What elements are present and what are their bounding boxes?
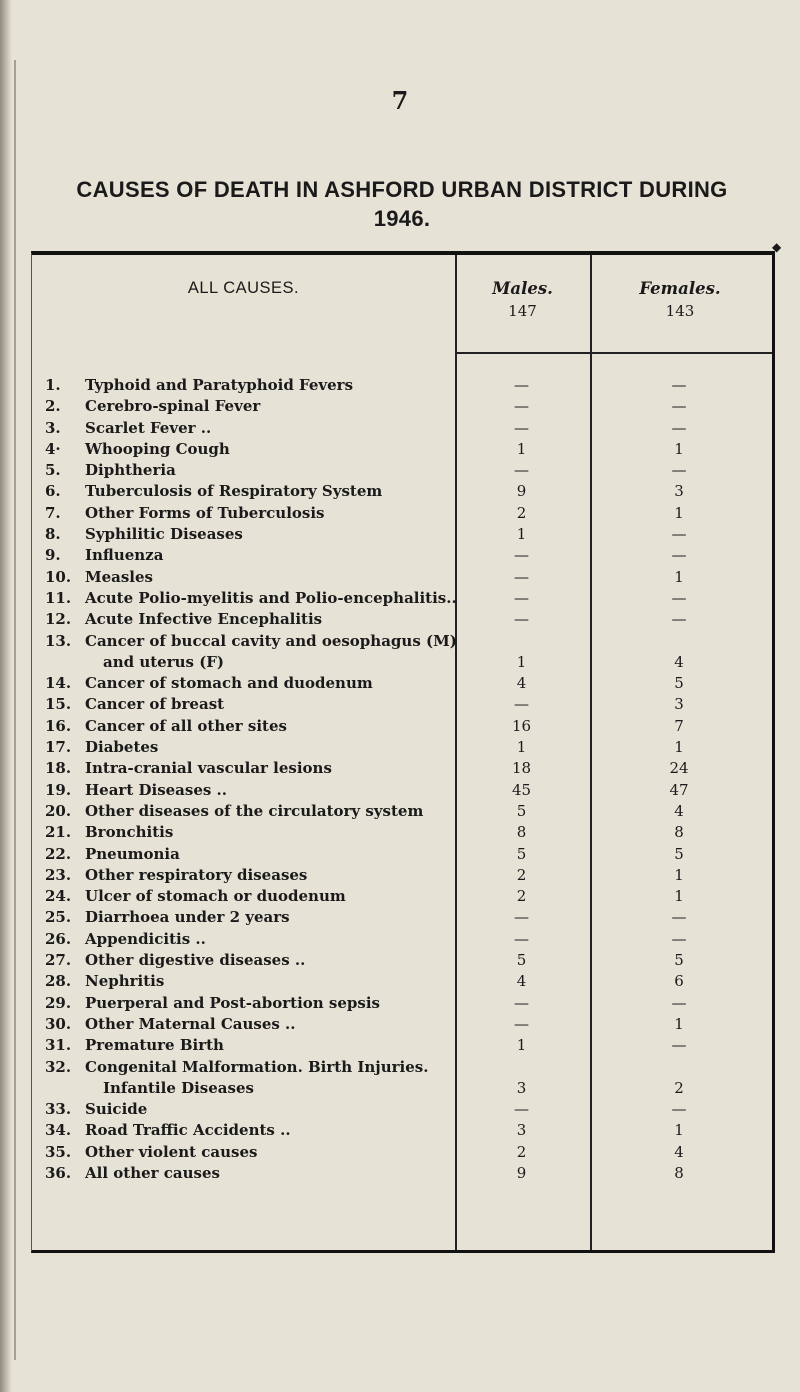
row-number: 16.	[45, 716, 72, 735]
cause-line-1: Measles	[85, 567, 153, 586]
males-count: —	[514, 1100, 529, 1119]
row-number: 23.	[45, 865, 72, 884]
table-row	[31, 822, 775, 843]
males-count: 5	[516, 951, 527, 970]
page-number: 7	[391, 86, 409, 115]
cause-line-1: Other Maternal Causes ..	[85, 1014, 296, 1033]
table-row	[31, 1163, 775, 1184]
table-row	[31, 588, 775, 609]
cause-label	[85, 822, 455, 843]
cause-label	[85, 950, 455, 971]
title-line-2: 1946.	[373, 206, 431, 231]
row-number: 9.	[45, 546, 61, 565]
cause-line-1: Pneumonia	[85, 844, 180, 863]
females-count: 47	[669, 780, 689, 799]
cause-label	[85, 673, 455, 694]
row-number: 19.	[45, 780, 72, 799]
cause-line-1: All other causes	[85, 1163, 220, 1182]
table-row	[31, 950, 775, 971]
row-number: 11.	[45, 588, 72, 607]
females-count: 1	[674, 1014, 684, 1033]
table-row	[31, 993, 775, 1014]
males-count: 2	[516, 887, 527, 906]
cause-label	[85, 1099, 455, 1120]
cause-line-1: Bronchitis	[85, 823, 174, 842]
females-count: 4	[674, 652, 684, 671]
page-edge-line	[14, 60, 16, 1360]
cause-line-1: Other digestive diseases ..	[85, 951, 306, 970]
cause-line-2: and uterus (F)	[103, 652, 225, 671]
table-row	[31, 439, 775, 460]
row-number: 12.	[45, 610, 72, 629]
cause-label	[85, 1035, 455, 1056]
males-count: 2	[516, 865, 527, 884]
cause-line-1: Cancer of stomach and duodenum	[85, 674, 373, 693]
males-count: 3	[516, 1078, 527, 1097]
row-number: 7.	[45, 503, 61, 522]
males-count: —	[514, 418, 529, 437]
table-row	[31, 737, 775, 758]
females-count: 5	[674, 674, 684, 693]
row-number: 28.	[45, 972, 72, 991]
cause-label	[85, 545, 455, 566]
females-count: 8	[674, 1163, 684, 1182]
females-count: 5	[674, 951, 684, 970]
row-number: 33.	[45, 1100, 72, 1119]
females-count: 24	[669, 759, 689, 778]
cause-label	[85, 929, 455, 950]
row-number: 17.	[45, 738, 72, 757]
cause-line-1: Ulcer of stomach or duodenum	[85, 887, 346, 906]
table-row	[31, 1035, 775, 1056]
cause-label	[85, 1163, 455, 1184]
cause-label	[85, 801, 455, 822]
females-count: —	[671, 418, 687, 437]
males-count: —	[514, 546, 529, 565]
table-row	[31, 694, 775, 715]
table-row	[31, 1057, 775, 1100]
table-row	[31, 418, 775, 439]
cause-label	[85, 631, 455, 674]
cause-label	[85, 971, 455, 992]
females-count: 4	[674, 1142, 684, 1161]
row-number: 20.	[45, 801, 72, 820]
table-row	[31, 780, 775, 801]
cause-line-1: Other diseases of the circulatory system	[85, 801, 424, 820]
males-count: —	[514, 397, 529, 416]
cause-label	[85, 439, 455, 460]
males-count: 3	[516, 1121, 527, 1140]
row-number: 29.	[45, 993, 72, 1012]
females-count: 6	[674, 972, 684, 991]
row-number: 22.	[45, 844, 72, 863]
row-number: 6.	[45, 482, 61, 501]
cause-line-2: Infantile Diseases	[103, 1078, 254, 1097]
table-row	[31, 673, 775, 694]
header-all-causes: ALL CAUSES.	[187, 279, 300, 297]
row-number: 8.	[45, 525, 61, 544]
males-count: 45	[511, 780, 532, 799]
females-count: 1	[674, 865, 684, 884]
cause-label	[85, 481, 455, 502]
row-number: 1.	[45, 376, 61, 394]
females-count: —	[671, 461, 687, 480]
males-count: —	[514, 461, 529, 480]
cause-label	[85, 1120, 455, 1141]
cause-line-1: Typhoid and Paratyphoid Fevers	[85, 376, 354, 394]
cause-line-1: Intra-cranial vascular lesions	[85, 759, 332, 778]
cause-label	[85, 907, 455, 928]
males-count: —	[514, 610, 529, 629]
table-row	[31, 801, 775, 822]
row-number: 34.	[45, 1121, 72, 1140]
cause-label	[85, 1014, 455, 1035]
cause-label	[85, 694, 455, 715]
row-number: 3.	[45, 418, 61, 437]
row-number: 2.	[45, 397, 61, 416]
table-row	[31, 503, 775, 524]
males-count: 18	[511, 759, 532, 778]
cause-line-1: Premature Birth	[85, 1036, 224, 1055]
book-spine-shadow	[0, 0, 12, 1392]
cause-line-1: Cancer of breast	[85, 695, 225, 714]
females-count: 5	[674, 844, 684, 863]
row-number: 10.	[45, 567, 72, 586]
cause-label	[85, 588, 455, 609]
females-count: —	[671, 1100, 687, 1119]
table-row	[31, 844, 775, 865]
cause-line-1: Puerperal and Post-abortion sepsis	[85, 993, 380, 1012]
row-number: 5.	[45, 461, 61, 480]
males-count: 9	[516, 482, 527, 501]
cause-line-1: Acute Infective Encephalitis	[85, 610, 323, 629]
table-row	[31, 1099, 775, 1120]
row-number: 18.	[45, 759, 72, 778]
cause-line-1: Suicide	[85, 1100, 148, 1119]
cause-line-1: Whooping Cough	[85, 439, 230, 458]
females-count: 1	[674, 1121, 684, 1140]
table-row	[31, 609, 775, 630]
cause-line-1: Congenital Malformation. Birth Injuries.	[85, 1057, 429, 1076]
table-row	[31, 481, 775, 502]
cause-line-1: Appendicitis ..	[85, 929, 206, 948]
cause-line-1: Scarlet Fever ..	[85, 418, 212, 437]
males-count: 2	[516, 1142, 527, 1161]
cause-label	[85, 418, 455, 439]
table-row	[31, 460, 775, 481]
cause-line-1: Tuberculosis of Respiratory System	[85, 482, 383, 501]
females-count: 1	[674, 887, 684, 906]
males-count: —	[514, 695, 529, 714]
table-row	[31, 567, 775, 588]
table-body	[31, 375, 775, 1184]
row-number: 30.	[45, 1014, 72, 1033]
females-count: 4	[674, 801, 684, 820]
males-count: 1	[516, 738, 527, 757]
cause-line-1: Other respiratory diseases	[85, 865, 308, 884]
males-count: 1	[516, 525, 527, 544]
stray-mark-icon: ◆	[772, 240, 782, 254]
cause-label	[85, 375, 455, 396]
row-number: 21.	[45, 823, 72, 842]
table-row	[31, 886, 775, 907]
cause-label	[85, 396, 455, 417]
males-count: 4	[516, 972, 527, 991]
row-number: 14.	[45, 674, 72, 693]
table-row	[31, 545, 775, 566]
table-row	[31, 716, 775, 737]
header-females-total: 143	[665, 302, 695, 320]
cause-line-1: Diphtheria	[85, 461, 176, 480]
table-row	[31, 375, 775, 396]
table-row	[31, 1014, 775, 1035]
row-number: 31.	[45, 1036, 72, 1055]
row-number: 24.	[45, 887, 72, 906]
females-count: —	[671, 610, 687, 629]
cause-label	[85, 844, 455, 865]
males-count: 1	[516, 439, 527, 458]
row-number: 36.	[45, 1163, 72, 1182]
header-divider	[455, 352, 772, 354]
row-number: 32.	[45, 1057, 72, 1076]
females-count: 7	[674, 716, 684, 735]
males-count: 5	[516, 844, 527, 863]
table-row	[31, 929, 775, 950]
cause-label	[85, 716, 455, 737]
cause-label	[85, 503, 455, 524]
males-count: —	[514, 1014, 529, 1033]
females-count: —	[671, 588, 687, 607]
females-count: 3	[674, 482, 684, 501]
table-row	[31, 971, 775, 992]
males-count: 9	[516, 1163, 527, 1182]
females-count: —	[671, 929, 687, 948]
header-males	[455, 279, 590, 320]
females-count: 3	[674, 695, 684, 714]
cause-line-1: Other violent causes	[85, 1142, 258, 1161]
cause-label	[85, 780, 455, 801]
females-count: 8	[674, 823, 684, 842]
cause-line-1: Diarrhoea under 2 years	[85, 908, 290, 927]
males-count: —	[514, 588, 529, 607]
row-number: 25.	[45, 908, 72, 927]
cause-label	[85, 886, 455, 907]
females-count: —	[671, 1036, 687, 1055]
males-count: 1	[516, 1036, 527, 1055]
males-count: —	[514, 929, 529, 948]
females-count: 2	[674, 1078, 684, 1097]
cause-line-1: Diabetes	[85, 738, 159, 757]
header-females-label: Females.	[639, 279, 721, 298]
cause-label	[85, 524, 455, 545]
cause-label	[85, 758, 455, 779]
cause-line-1: Road Traffic Accidents ..	[85, 1121, 291, 1140]
cause-line-1: Heart Diseases ..	[85, 780, 228, 799]
males-count: 8	[516, 823, 527, 842]
females-count: —	[671, 546, 687, 565]
cause-label	[85, 865, 455, 886]
females-count: 1	[674, 439, 684, 458]
males-count: —	[514, 376, 529, 394]
cause-line-1: Cancer of all other sites	[85, 716, 287, 735]
cause-label	[85, 567, 455, 588]
table-row	[31, 396, 775, 417]
males-count: 4	[516, 674, 527, 693]
females-count: —	[671, 908, 687, 927]
cause-label	[85, 460, 455, 481]
row-number: 4·	[45, 439, 61, 458]
table-row	[31, 865, 775, 886]
males-count: —	[514, 908, 529, 927]
table-row	[31, 758, 775, 779]
males-count: 5	[516, 801, 527, 820]
males-count: —	[514, 567, 529, 586]
cause-line-1: Cancer of buccal cavity and oesophagus (M)	[85, 631, 457, 650]
females-count: —	[671, 376, 687, 394]
header-males-total: 147	[508, 302, 537, 320]
header-females	[590, 279, 770, 320]
females-count: 1	[674, 503, 684, 522]
cause-label	[85, 737, 455, 758]
females-count: —	[671, 525, 687, 544]
row-number: 27.	[45, 951, 72, 970]
females-count: —	[671, 993, 687, 1012]
cause-line-1: Nephritis	[85, 972, 165, 991]
table-row	[31, 907, 775, 928]
males-count: 2	[516, 503, 527, 522]
row-number: 13.	[45, 631, 72, 650]
females-count: —	[671, 397, 687, 416]
table-row	[31, 1120, 775, 1141]
cause-label	[85, 993, 455, 1014]
row-number: 35.	[45, 1142, 72, 1161]
males-count: 16	[511, 716, 532, 735]
page-title	[22, 175, 782, 233]
row-number: 15.	[45, 695, 72, 714]
cause-label	[85, 1142, 455, 1163]
table-row	[31, 524, 775, 545]
table-row	[31, 1142, 775, 1163]
males-count: 1	[516, 652, 527, 671]
cause-label	[85, 609, 455, 630]
cause-line-1: Influenza	[85, 546, 164, 565]
cause-label	[85, 1057, 455, 1100]
cause-line-1: Syphilitic Diseases	[85, 525, 243, 544]
females-count: 1	[674, 738, 684, 757]
cause-line-1: Other Forms of Tuberculosis	[85, 503, 325, 522]
cause-line-1: Acute Polio-myelitis and Polio-encephalitis..	[85, 588, 457, 607]
header-males-label: Males.	[492, 279, 553, 298]
females-count: 1	[674, 567, 684, 586]
title-line-1: CAUSES OF DEATH IN ASHFORD URBAN DISTRICT DURING	[76, 177, 728, 202]
males-count: —	[514, 993, 529, 1012]
cause-line-1: Cerebro-spinal Fever	[85, 397, 261, 416]
table-row	[31, 631, 775, 674]
row-number: 26.	[45, 929, 72, 948]
